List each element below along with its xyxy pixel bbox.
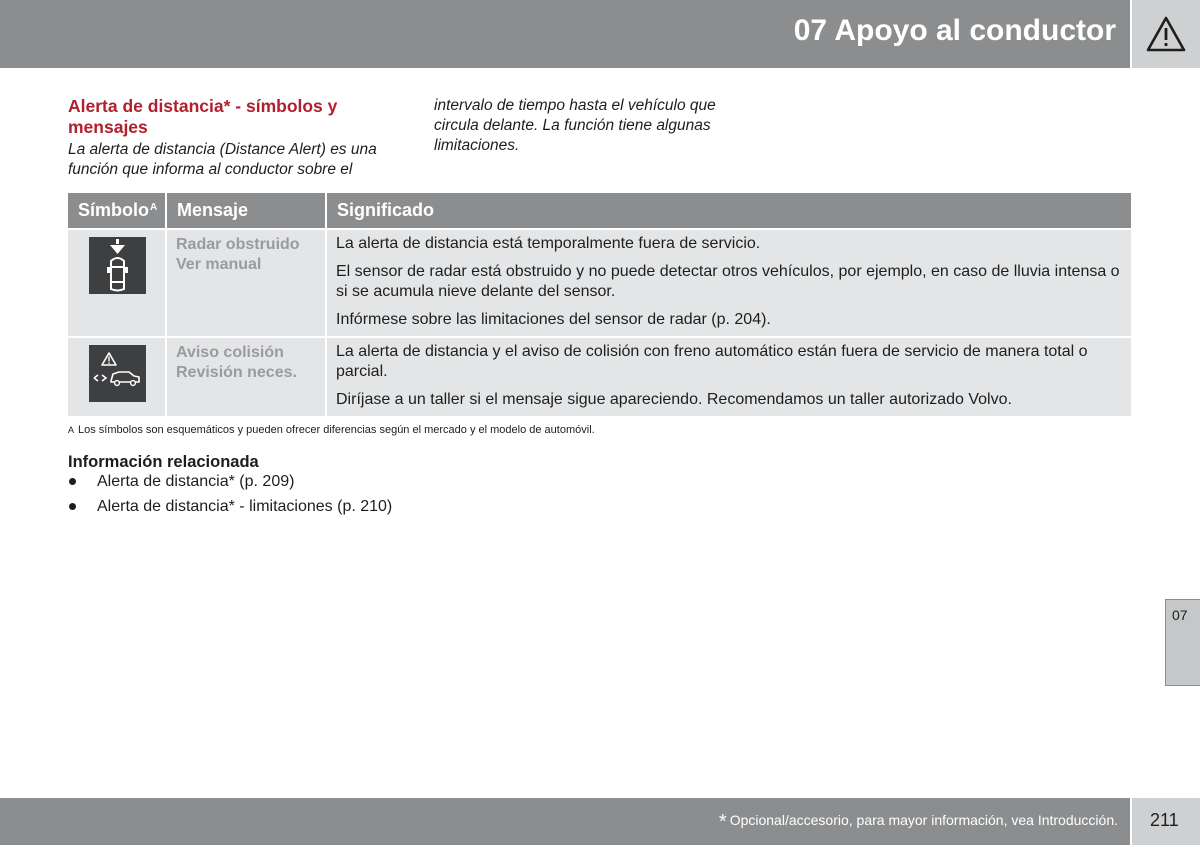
header-message: Mensaje bbox=[167, 193, 327, 228]
footer-note bbox=[719, 811, 1118, 834]
symbol-cell bbox=[68, 230, 167, 336]
footnote-marker: A bbox=[68, 425, 75, 435]
bullet-icon bbox=[69, 478, 76, 485]
meaning-paragraph: La alerta de distancia está temporalmente fuera de servicio. bbox=[336, 235, 761, 252]
meaning-cell bbox=[327, 230, 1131, 336]
chapter-title: 07 Apoyo al conductor bbox=[793, 14, 1116, 47]
table-row bbox=[68, 228, 1131, 336]
related-link-text[interactable]: Alerta de distancia* (p. 209) bbox=[97, 473, 295, 490]
message-cell bbox=[167, 338, 327, 416]
section-heading: Alerta de distancia* - símbolos y mensajes bbox=[68, 96, 338, 137]
table-footnote bbox=[68, 424, 595, 436]
related-info-list bbox=[68, 472, 392, 522]
header-icon-box bbox=[1132, 0, 1200, 68]
message-line: Radar obstruido bbox=[176, 236, 300, 253]
radar-obstructed-icon bbox=[89, 237, 146, 294]
chapter-side-tab-label: 07 bbox=[1172, 607, 1188, 623]
header-symbol-label: Símbolo bbox=[78, 200, 149, 220]
chapter-side-tab bbox=[1165, 599, 1200, 686]
page-number-box bbox=[1132, 798, 1200, 845]
message-line: Aviso colisión bbox=[176, 344, 284, 361]
table-header bbox=[68, 193, 1131, 228]
warning-triangle-icon bbox=[1145, 15, 1187, 53]
message-line: Revisión neces. bbox=[176, 364, 297, 381]
meaning-cell bbox=[327, 338, 1131, 416]
footer-note-text: Opcional/accesorio, para mayor información, vea Introducción. bbox=[729, 812, 1118, 828]
message-cell bbox=[167, 230, 327, 336]
meaning-paragraph: Infórmese sobre las limitaciones del sensor de radar (p. 204). bbox=[336, 311, 771, 328]
related-link[interactable] bbox=[68, 472, 392, 497]
intro-text-left: La alerta de distancia (Distance Alert) es una función que informa al conductor sobre el bbox=[68, 141, 377, 178]
table-row bbox=[68, 336, 1131, 416]
related-link[interactable] bbox=[68, 497, 392, 522]
meaning-paragraph: El sensor de radar está obstruido y no puede detectar otros vehículos, por ejemplo, en caso de lluvia intensa o si se acumula nieve delante del sensor. bbox=[336, 263, 1120, 300]
meaning-paragraph: Diríjase a un taller si el mensaje sigue apareciendo. Recomendamos un taller autorizado Volvo. bbox=[336, 391, 1012, 408]
collision-warning-icon bbox=[89, 345, 146, 402]
bullet-icon bbox=[69, 503, 76, 510]
related-info-heading: Información relacionada bbox=[68, 453, 259, 471]
symbol-box bbox=[89, 345, 146, 402]
footnote-text: Los símbolos son esquemáticos y pueden ofrecer diferencias según el mercado y el modelo de automóvil. bbox=[78, 424, 595, 436]
symbol-cell bbox=[68, 338, 167, 416]
message-line: Ver manual bbox=[176, 256, 262, 273]
header-symbol bbox=[68, 193, 167, 228]
optional-star: * bbox=[718, 811, 727, 833]
page-number: 211 bbox=[1150, 810, 1179, 830]
intro-text-right: intervalo de tiempo hasta el vehículo que circula delante. La función tiene algunas limitaciones. bbox=[434, 97, 716, 154]
header-symbol-footnote-marker: A bbox=[150, 202, 158, 213]
symbols-table bbox=[68, 193, 1131, 416]
symbol-box bbox=[89, 237, 146, 294]
meaning-paragraph: La alerta de distancia y el aviso de colisión con freno automático están fuera de servicio de manera total o parcial. bbox=[336, 343, 1088, 380]
footer-bar bbox=[0, 798, 1130, 845]
header-meaning: Significado bbox=[337, 200, 435, 220]
related-link-text[interactable]: Alerta de distancia* - limitaciones (p. 210) bbox=[97, 498, 393, 515]
header-bar bbox=[0, 0, 1130, 68]
